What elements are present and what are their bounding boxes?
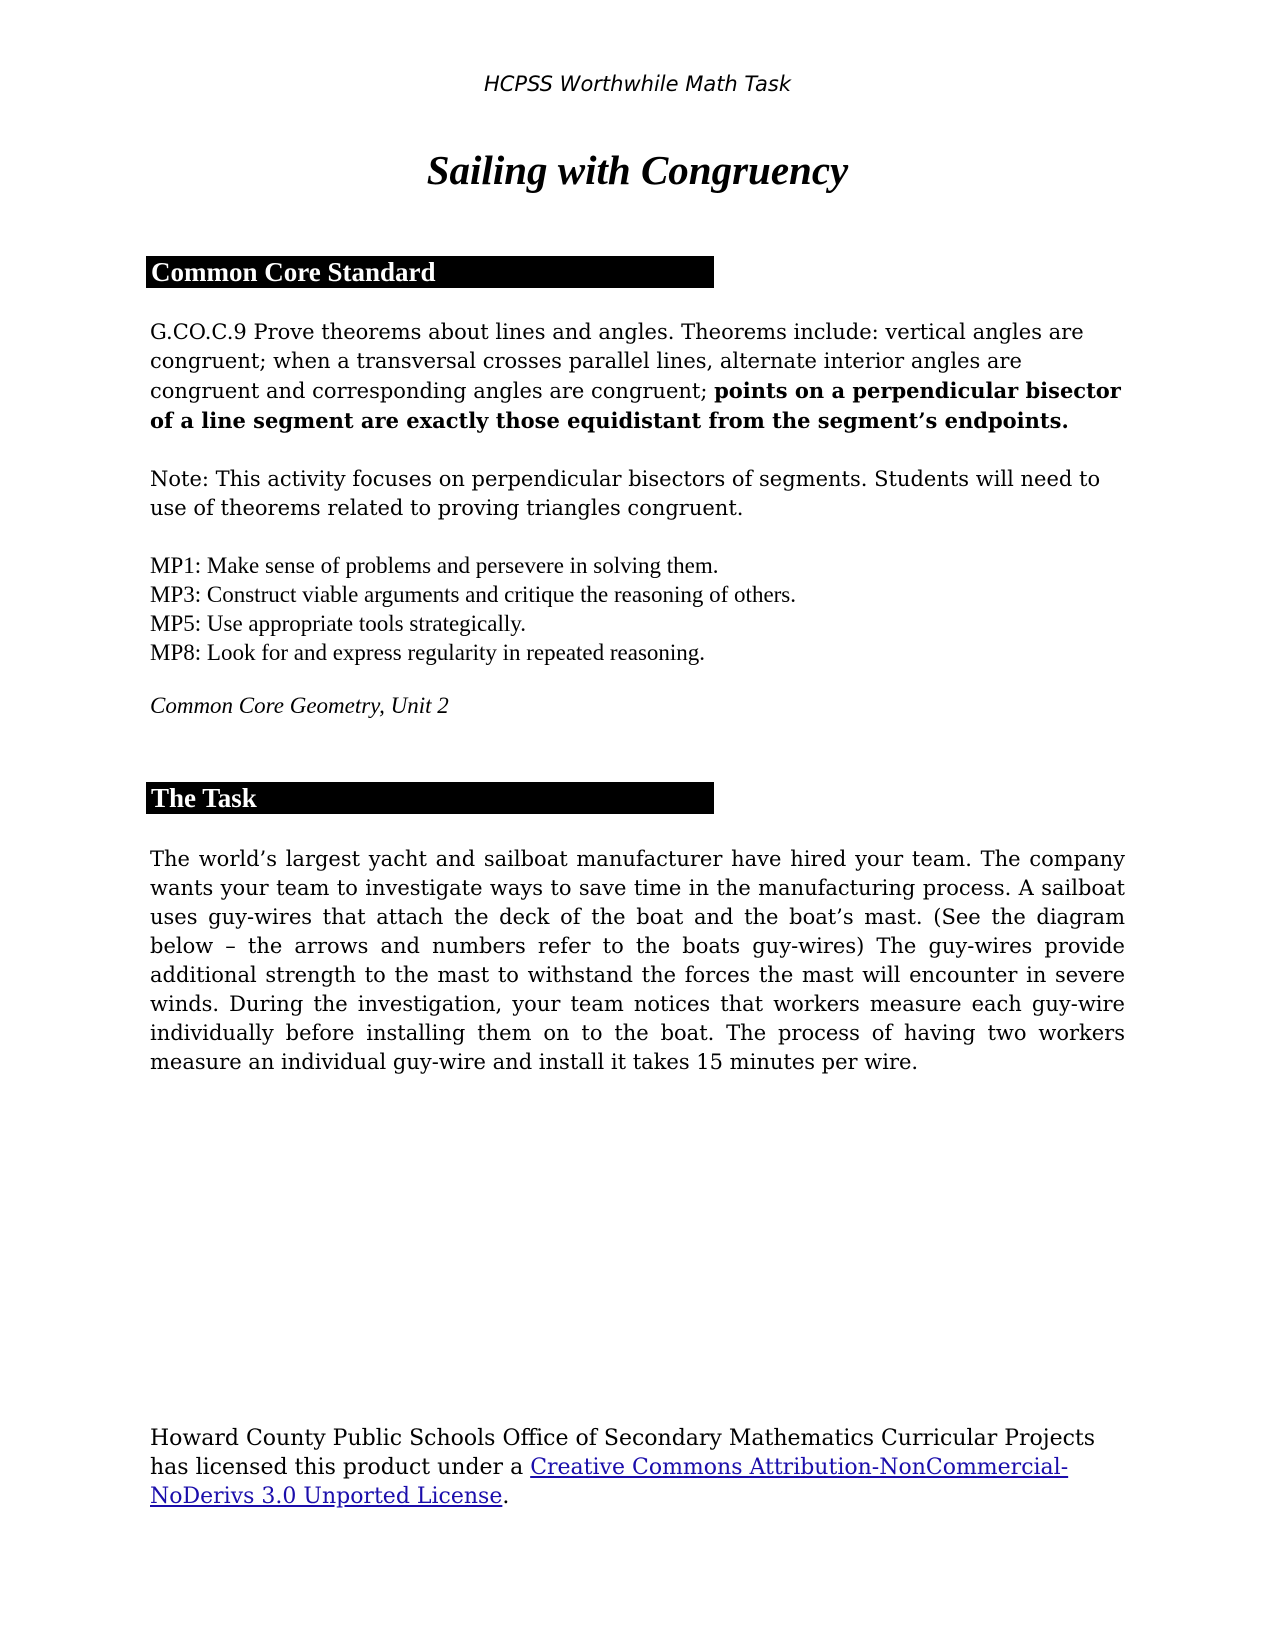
practice-text: Look for and express regularity in repeated reasoning. [206, 640, 706, 665]
math-practice-item [150, 609, 1125, 638]
standard-paragraph [150, 318, 1125, 436]
practice-text: Construct viable arguments and critique the reasoning of others. [206, 582, 797, 607]
practice-text: Make sense of problems and persevere in solving them. [206, 553, 719, 578]
math-practices-list [150, 551, 1125, 667]
footer-text: Howard County Public Schools Office of Secondary Mathematics Curricular Projects has licensed this product under a [150, 1426, 1096, 1480]
note-paragraph: Note: This activity focuses on perpendicular bisectors of segments. Students will need to use of theorems related to proving triangles congruent. [150, 467, 1101, 520]
unit-reference: Common Core Geometry, Unit 2 [150, 693, 449, 718]
task-paragraph: The world’s largest yacht and sailboat manufacturer have hired your team. The company wants your team to investigate ways to save time in the manufacturing process. A sailboat uses guy-wires that attach the deck of the boat and the boat’s mast. (See the diagram below – the arrows and numbers refer to the boats guy-wires) The guy-wires provide additional strength to the mast to withstand the forces the mast will encounter in severe winds. During the investigation, your team notices that workers measure each guy-wire individually before installing them on to the boat. The process of having two workers measure an individual guy-wire and install it takes 15 minutes per wire. [150, 847, 1125, 1074]
document-title: Sailing with Congruency [426, 147, 849, 193]
math-practice-item [150, 638, 1125, 667]
math-practice-item [150, 580, 1125, 609]
license-footer [150, 1424, 1125, 1511]
footer-period: . [502, 1484, 510, 1509]
section-heading-task: The Task [146, 782, 714, 814]
license-link[interactable]: Creative Commons Attribution-NonCommercial-NoDerivs 3.0 Unported License [150, 1455, 1069, 1509]
practice-code: MP1: [150, 553, 202, 578]
standard-text-bold: points on a perpendicular bisector of a line segment are exactly those equidistant from the segment’s endpoints. [150, 378, 1121, 433]
practice-code: MP8: [150, 640, 202, 665]
practice-code: MP3: [150, 582, 202, 607]
section-heading-standard: Common Core Standard [146, 256, 714, 288]
practice-code: MP5: [150, 611, 202, 636]
document-header: HCPSS Worthwhile Math Task [483, 72, 792, 96]
math-practice-item [150, 551, 1125, 580]
practice-text: Use appropriate tools strategically. [206, 611, 527, 636]
standard-text: G.CO.C.9 Prove theorems about lines and angles. Theorems include: vertical angles are congruent; when a transversal crosses parallel lines, alternate interior angles are congruent and corresponding angles are congruent; [150, 320, 1084, 403]
